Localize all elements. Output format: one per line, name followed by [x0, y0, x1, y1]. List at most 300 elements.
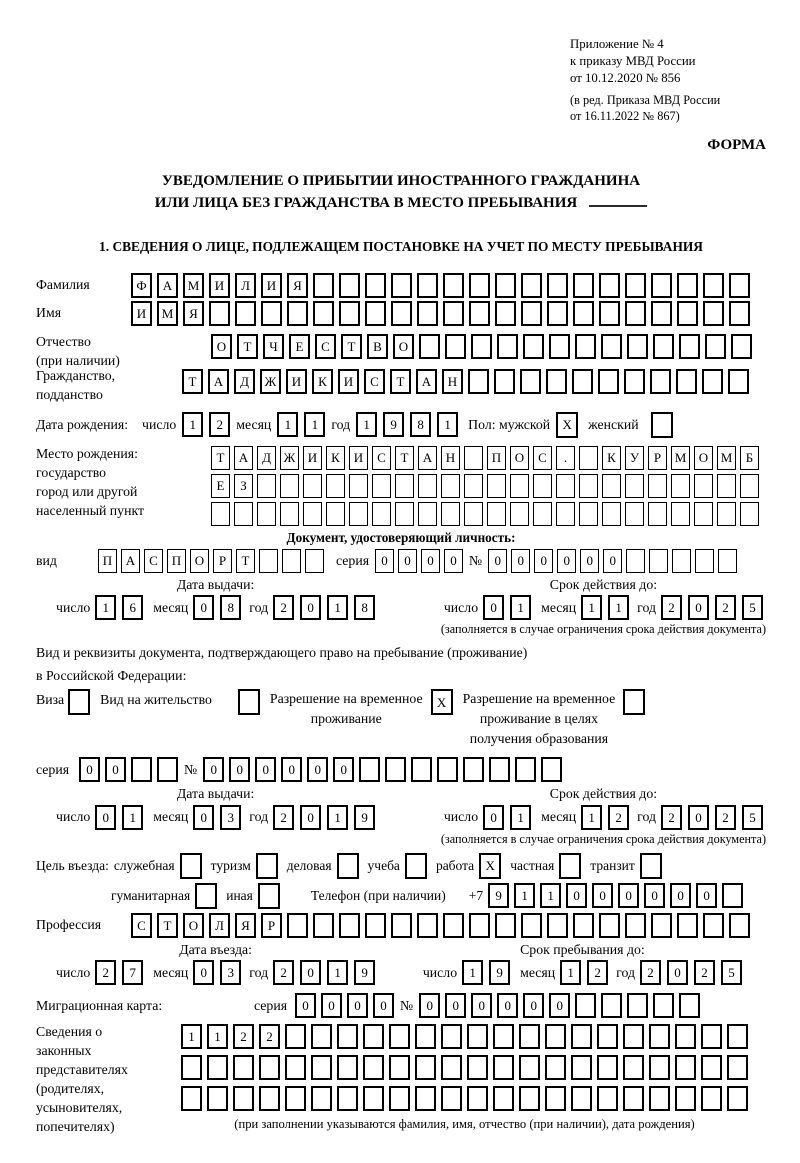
- form-cell[interactable]: [385, 757, 406, 782]
- firstname-cells[interactable]: [131, 301, 750, 326]
- form-cell[interactable]: [337, 1024, 358, 1049]
- form-cell[interactable]: 3: [220, 805, 241, 830]
- form-cell[interactable]: [68, 689, 90, 715]
- form-cell[interactable]: [519, 1086, 540, 1111]
- form-cell[interactable]: 2: [273, 805, 294, 830]
- purpose-humanitarian-checkbox[interactable]: [195, 883, 217, 909]
- form-cell[interactable]: [598, 369, 619, 394]
- form-cell[interactable]: 2: [715, 805, 736, 830]
- form-cell[interactable]: [676, 369, 697, 394]
- form-cell[interactable]: [415, 1024, 436, 1049]
- form-cell[interactable]: [649, 1086, 670, 1111]
- form-cell[interactable]: [389, 1055, 410, 1080]
- form-cell[interactable]: [497, 334, 518, 359]
- form-cell[interactable]: [677, 273, 698, 298]
- form-cell[interactable]: [257, 502, 276, 526]
- form-cell[interactable]: X: [479, 853, 501, 879]
- form-cell[interactable]: [495, 913, 516, 938]
- form-cell[interactable]: [437, 757, 458, 782]
- iddoc-expiry-year-cells[interactable]: [661, 595, 763, 620]
- form-cell[interactable]: [417, 301, 438, 326]
- form-cell[interactable]: [705, 334, 726, 359]
- form-cell[interactable]: 0: [688, 595, 709, 620]
- form-cell[interactable]: А: [418, 446, 437, 470]
- citizenship-cells[interactable]: [182, 369, 749, 394]
- form-cell[interactable]: Я: [183, 301, 204, 326]
- form-cell[interactable]: И: [261, 273, 282, 298]
- form-cell[interactable]: [468, 369, 489, 394]
- form-cell[interactable]: 5: [721, 960, 742, 985]
- form-cell[interactable]: 0: [557, 549, 576, 573]
- form-cell[interactable]: [389, 1086, 410, 1111]
- form-cell[interactable]: 1: [327, 960, 348, 985]
- form-cell[interactable]: 1: [581, 805, 602, 830]
- form-cell[interactable]: 5: [742, 595, 763, 620]
- form-cell[interactable]: Р: [261, 913, 282, 938]
- form-cell[interactable]: [234, 502, 253, 526]
- form-cell[interactable]: [729, 913, 750, 938]
- form-cell[interactable]: Р: [648, 446, 667, 470]
- form-cell[interactable]: [280, 502, 299, 526]
- form-cell[interactable]: [675, 1055, 696, 1080]
- form-cell[interactable]: [623, 689, 645, 715]
- form-cell[interactable]: И: [338, 369, 359, 394]
- form-cell[interactable]: [259, 549, 278, 573]
- form-cell[interactable]: В: [367, 334, 388, 359]
- form-cell[interactable]: [701, 1055, 722, 1080]
- purpose-private-checkbox[interactable]: [559, 853, 581, 879]
- form-cell[interactable]: Н: [441, 446, 460, 470]
- form-cell[interactable]: [180, 853, 202, 879]
- form-cell[interactable]: [650, 369, 671, 394]
- legalreps-cells-row3[interactable]: [181, 1086, 748, 1111]
- form-cell[interactable]: 1: [560, 960, 581, 985]
- form-cell[interactable]: Д: [257, 446, 276, 470]
- form-cell[interactable]: [469, 301, 490, 326]
- form-cell[interactable]: 0: [95, 805, 116, 830]
- form-cell[interactable]: [489, 757, 510, 782]
- form-cell[interactable]: Л: [235, 273, 256, 298]
- form-cell[interactable]: У: [625, 446, 644, 470]
- resdoc-series-cells[interactable]: [79, 757, 178, 782]
- form-cell[interactable]: [515, 757, 536, 782]
- form-cell[interactable]: [363, 1086, 384, 1111]
- resdoc-number-cells[interactable]: [203, 757, 562, 782]
- form-cell[interactable]: [625, 273, 646, 298]
- form-cell[interactable]: [311, 1024, 332, 1049]
- form-cell[interactable]: [545, 1024, 566, 1049]
- entry-year-cells[interactable]: [273, 960, 375, 985]
- form-cell[interactable]: Т: [390, 369, 411, 394]
- form-cell[interactable]: 1: [514, 883, 535, 908]
- form-cell[interactable]: [671, 474, 690, 498]
- form-cell[interactable]: [258, 883, 280, 909]
- form-cell[interactable]: А: [416, 369, 437, 394]
- form-cell[interactable]: [337, 853, 359, 879]
- form-cell[interactable]: [547, 301, 568, 326]
- form-cell[interactable]: 1: [122, 805, 143, 830]
- form-cell[interactable]: 0: [419, 993, 440, 1018]
- form-cell[interactable]: [280, 474, 299, 498]
- form-cell[interactable]: [546, 369, 567, 394]
- form-cell[interactable]: [533, 474, 552, 498]
- form-cell[interactable]: .: [556, 446, 575, 470]
- form-cell[interactable]: 8: [410, 412, 431, 437]
- phone-cells[interactable]: [488, 883, 743, 908]
- gender-male-checkbox[interactable]: [556, 412, 578, 438]
- form-cell[interactable]: [471, 334, 492, 359]
- form-cell[interactable]: 0: [618, 883, 639, 908]
- form-cell[interactable]: [463, 757, 484, 782]
- form-cell[interactable]: [337, 1055, 358, 1080]
- patronymic-cells[interactable]: [211, 334, 752, 359]
- form-cell[interactable]: 0: [295, 993, 316, 1018]
- form-cell[interactable]: 0: [193, 595, 214, 620]
- form-cell[interactable]: [701, 1024, 722, 1049]
- form-cell[interactable]: [521, 301, 542, 326]
- form-cell[interactable]: Р: [213, 549, 232, 573]
- form-cell[interactable]: [233, 1055, 254, 1080]
- form-cell[interactable]: [571, 1055, 592, 1080]
- form-cell[interactable]: [679, 334, 700, 359]
- purpose-work-checkbox[interactable]: [479, 853, 501, 879]
- form-cell[interactable]: Д: [234, 369, 255, 394]
- form-cell[interactable]: [623, 1055, 644, 1080]
- form-cell[interactable]: [181, 1086, 202, 1111]
- form-cell[interactable]: [349, 474, 368, 498]
- form-cell[interactable]: [207, 1055, 228, 1080]
- form-cell[interactable]: [727, 1086, 748, 1111]
- form-cell[interactable]: 0: [229, 757, 250, 782]
- form-cell[interactable]: [519, 1024, 540, 1049]
- form-cell[interactable]: [649, 549, 668, 573]
- form-cell[interactable]: 0: [592, 883, 613, 908]
- form-cell[interactable]: 0: [307, 757, 328, 782]
- form-cell[interactable]: [207, 1086, 228, 1111]
- form-cell[interactable]: 0: [300, 595, 321, 620]
- purpose-commercial-checkbox[interactable]: [337, 853, 359, 879]
- legalreps-cells-row2[interactable]: [181, 1055, 748, 1080]
- form-cell[interactable]: [372, 502, 391, 526]
- form-cell[interactable]: 1: [510, 595, 531, 620]
- form-cell[interactable]: К: [326, 446, 345, 470]
- form-cell[interactable]: 6: [122, 595, 143, 620]
- form-cell[interactable]: И: [349, 446, 368, 470]
- form-cell[interactable]: X: [431, 689, 453, 715]
- form-cell[interactable]: [441, 474, 460, 498]
- form-cell[interactable]: [602, 502, 621, 526]
- form-cell[interactable]: [731, 334, 752, 359]
- form-cell[interactable]: И: [209, 273, 230, 298]
- form-cell[interactable]: П: [487, 446, 506, 470]
- form-cell[interactable]: [625, 502, 644, 526]
- form-cell[interactable]: М: [671, 446, 690, 470]
- form-cell[interactable]: 2: [694, 960, 715, 985]
- form-cell[interactable]: 1: [581, 595, 602, 620]
- form-cell[interactable]: [579, 502, 598, 526]
- form-cell[interactable]: 2: [209, 412, 230, 437]
- form-cell[interactable]: [287, 913, 308, 938]
- form-cell[interactable]: 0: [670, 883, 691, 908]
- birth-month-cells[interactable]: [277, 412, 325, 437]
- purpose-business-checkbox[interactable]: [180, 853, 202, 879]
- legalreps-cells-row1[interactable]: [181, 1024, 748, 1049]
- form-cell[interactable]: [419, 334, 440, 359]
- form-cell[interactable]: С: [144, 549, 163, 573]
- form-cell[interactable]: 1: [356, 412, 377, 437]
- form-cell[interactable]: [487, 474, 506, 498]
- resdoc-issue-year-cells[interactable]: [273, 805, 375, 830]
- form-cell[interactable]: 8: [354, 595, 375, 620]
- vnj-checkbox[interactable]: [238, 689, 260, 715]
- form-cell[interactable]: [675, 1086, 696, 1111]
- birthplace-cells-row1[interactable]: [211, 446, 759, 470]
- form-cell[interactable]: 0: [193, 805, 214, 830]
- form-cell[interactable]: [626, 549, 645, 573]
- form-cell[interactable]: [261, 301, 282, 326]
- form-cell[interactable]: [311, 1086, 332, 1111]
- form-cell[interactable]: [339, 273, 360, 298]
- form-cell[interactable]: С: [131, 913, 152, 938]
- form-cell[interactable]: X: [556, 412, 578, 438]
- form-cell[interactable]: [257, 474, 276, 498]
- form-cell[interactable]: [157, 757, 178, 782]
- form-cell[interactable]: [372, 474, 391, 498]
- form-cell[interactable]: [441, 1024, 462, 1049]
- form-cell[interactable]: [285, 1055, 306, 1080]
- form-cell[interactable]: 0: [534, 549, 553, 573]
- form-cell[interactable]: Б: [740, 446, 759, 470]
- form-cell[interactable]: [640, 853, 662, 879]
- form-cell[interactable]: 0: [483, 805, 504, 830]
- form-cell[interactable]: [573, 301, 594, 326]
- form-cell[interactable]: [571, 1086, 592, 1111]
- form-cell[interactable]: И: [286, 369, 307, 394]
- profession-cells[interactable]: [131, 913, 750, 938]
- iddoc-issue-day-cells[interactable]: [95, 595, 143, 620]
- form-cell[interactable]: Ж: [260, 369, 281, 394]
- form-cell[interactable]: Т: [237, 334, 258, 359]
- form-cell[interactable]: [521, 913, 542, 938]
- form-cell[interactable]: 3: [220, 960, 241, 985]
- form-cell[interactable]: [601, 993, 622, 1018]
- form-cell[interactable]: [287, 301, 308, 326]
- form-cell[interactable]: 0: [688, 805, 709, 830]
- form-cell[interactable]: Т: [157, 913, 178, 938]
- form-cell[interactable]: 1: [207, 1024, 228, 1049]
- form-cell[interactable]: [728, 369, 749, 394]
- form-cell[interactable]: С: [533, 446, 552, 470]
- form-cell[interactable]: [556, 502, 575, 526]
- form-cell[interactable]: Т: [395, 446, 414, 470]
- form-cell[interactable]: 2: [273, 960, 294, 985]
- form-cell[interactable]: [211, 502, 230, 526]
- form-cell[interactable]: 0: [203, 757, 224, 782]
- form-cell[interactable]: [493, 1086, 514, 1111]
- form-cell[interactable]: 0: [193, 960, 214, 985]
- form-cell[interactable]: [701, 1086, 722, 1111]
- form-cell[interactable]: [391, 273, 412, 298]
- form-cell[interactable]: [702, 369, 723, 394]
- form-cell[interactable]: [602, 474, 621, 498]
- form-cell[interactable]: Т: [341, 334, 362, 359]
- form-cell[interactable]: [695, 549, 714, 573]
- form-cell[interactable]: [339, 913, 360, 938]
- form-cell[interactable]: [651, 913, 672, 938]
- form-cell[interactable]: [627, 993, 648, 1018]
- resdoc-expiry-year-cells[interactable]: [661, 805, 763, 830]
- form-cell[interactable]: [233, 1086, 254, 1111]
- iddoc-series-cells[interactable]: [375, 549, 463, 573]
- form-cell[interactable]: 2: [95, 960, 116, 985]
- form-cell[interactable]: 2: [608, 805, 629, 830]
- form-cell[interactable]: [445, 334, 466, 359]
- migcard-number-cells[interactable]: [419, 993, 700, 1018]
- form-cell[interactable]: [722, 883, 743, 908]
- form-cell[interactable]: [573, 273, 594, 298]
- form-cell[interactable]: [441, 1055, 462, 1080]
- form-cell[interactable]: 1: [608, 595, 629, 620]
- form-cell[interactable]: [520, 369, 541, 394]
- form-cell[interactable]: [363, 1055, 384, 1080]
- form-cell[interactable]: [675, 1024, 696, 1049]
- form-cell[interactable]: Я: [287, 273, 308, 298]
- form-cell[interactable]: [549, 334, 570, 359]
- form-cell[interactable]: 2: [661, 805, 682, 830]
- rvpo-checkbox[interactable]: [623, 689, 645, 715]
- form-cell[interactable]: [443, 913, 464, 938]
- surname-cells[interactable]: [131, 273, 750, 298]
- form-cell[interactable]: [417, 913, 438, 938]
- form-cell[interactable]: [349, 502, 368, 526]
- form-cell[interactable]: [649, 1024, 670, 1049]
- form-cell[interactable]: 9: [488, 883, 509, 908]
- form-cell[interactable]: [303, 474, 322, 498]
- form-cell[interactable]: К: [312, 369, 333, 394]
- form-cell[interactable]: 1: [304, 412, 325, 437]
- form-cell[interactable]: О: [183, 913, 204, 938]
- form-cell[interactable]: [495, 301, 516, 326]
- form-cell[interactable]: [467, 1024, 488, 1049]
- form-cell[interactable]: [703, 273, 724, 298]
- form-cell[interactable]: [672, 549, 691, 573]
- form-cell[interactable]: [285, 1024, 306, 1049]
- form-cell[interactable]: М: [157, 301, 178, 326]
- form-cell[interactable]: С: [315, 334, 336, 359]
- form-cell[interactable]: [415, 1086, 436, 1111]
- form-cell[interactable]: [649, 1055, 670, 1080]
- form-cell[interactable]: [627, 334, 648, 359]
- form-cell[interactable]: [575, 334, 596, 359]
- form-cell[interactable]: 0: [483, 595, 504, 620]
- iddoc-expiry-day-cells[interactable]: [483, 595, 531, 620]
- form-cell[interactable]: [326, 474, 345, 498]
- form-cell[interactable]: [467, 1055, 488, 1080]
- form-cell[interactable]: [703, 301, 724, 326]
- form-cell[interactable]: [648, 474, 667, 498]
- form-cell[interactable]: [337, 1086, 358, 1111]
- form-cell[interactable]: [311, 1055, 332, 1080]
- form-cell[interactable]: [391, 913, 412, 938]
- form-cell[interactable]: И: [131, 301, 152, 326]
- form-cell[interactable]: [303, 502, 322, 526]
- form-cell[interactable]: 2: [587, 960, 608, 985]
- form-cell[interactable]: 1: [540, 883, 561, 908]
- form-cell[interactable]: [545, 1086, 566, 1111]
- form-cell[interactable]: [625, 301, 646, 326]
- form-cell[interactable]: С: [372, 446, 391, 470]
- form-cell[interactable]: 0: [300, 960, 321, 985]
- form-cell[interactable]: 1: [437, 412, 458, 437]
- form-cell[interactable]: [389, 1024, 410, 1049]
- form-cell[interactable]: [677, 301, 698, 326]
- form-cell[interactable]: [359, 757, 380, 782]
- form-cell[interactable]: [363, 1024, 384, 1049]
- form-cell[interactable]: О: [393, 334, 414, 359]
- resdoc-expiry-day-cells[interactable]: [483, 805, 531, 830]
- form-cell[interactable]: 1: [182, 412, 203, 437]
- form-cell[interactable]: 0: [375, 549, 394, 573]
- form-cell[interactable]: 2: [273, 595, 294, 620]
- form-cell[interactable]: [510, 474, 529, 498]
- form-cell[interactable]: 2: [259, 1024, 280, 1049]
- form-cell[interactable]: [441, 502, 460, 526]
- form-cell[interactable]: 0: [347, 993, 368, 1018]
- form-cell[interactable]: 0: [300, 805, 321, 830]
- form-cell[interactable]: А: [208, 369, 229, 394]
- form-cell[interactable]: О: [190, 549, 209, 573]
- form-cell[interactable]: [572, 369, 593, 394]
- form-cell[interactable]: [679, 993, 700, 1018]
- form-cell[interactable]: [597, 1055, 618, 1080]
- form-cell[interactable]: О: [694, 446, 713, 470]
- form-cell[interactable]: 0: [523, 993, 544, 1018]
- form-cell[interactable]: [443, 273, 464, 298]
- form-cell[interactable]: 0: [549, 993, 570, 1018]
- form-cell[interactable]: [648, 502, 667, 526]
- form-cell[interactable]: [395, 474, 414, 498]
- form-cell[interactable]: [718, 549, 737, 573]
- form-cell[interactable]: [467, 1086, 488, 1111]
- form-cell[interactable]: [694, 502, 713, 526]
- stay-day-cells[interactable]: [462, 960, 510, 985]
- form-cell[interactable]: [740, 474, 759, 498]
- form-cell[interactable]: [651, 273, 672, 298]
- form-cell[interactable]: 0: [471, 993, 492, 1018]
- form-cell[interactable]: 0: [696, 883, 717, 908]
- form-cell[interactable]: 0: [603, 549, 622, 573]
- form-cell[interactable]: [365, 913, 386, 938]
- birthplace-cells-row2[interactable]: [211, 474, 759, 498]
- entry-month-cells[interactable]: [193, 960, 241, 985]
- form-cell[interactable]: 2: [661, 595, 682, 620]
- form-cell[interactable]: П: [167, 549, 186, 573]
- form-cell[interactable]: [339, 301, 360, 326]
- form-cell[interactable]: [235, 301, 256, 326]
- form-cell[interactable]: [464, 474, 483, 498]
- form-cell[interactable]: 0: [488, 549, 507, 573]
- form-cell[interactable]: [727, 1055, 748, 1080]
- birth-year-cells[interactable]: [356, 412, 458, 437]
- form-cell[interactable]: [717, 474, 736, 498]
- form-cell[interactable]: [181, 1055, 202, 1080]
- form-cell[interactable]: 7: [122, 960, 143, 985]
- form-cell[interactable]: 0: [333, 757, 354, 782]
- form-cell[interactable]: [729, 273, 750, 298]
- form-cell[interactable]: 0: [373, 993, 394, 1018]
- form-cell[interactable]: [259, 1086, 280, 1111]
- form-cell[interactable]: [597, 1024, 618, 1049]
